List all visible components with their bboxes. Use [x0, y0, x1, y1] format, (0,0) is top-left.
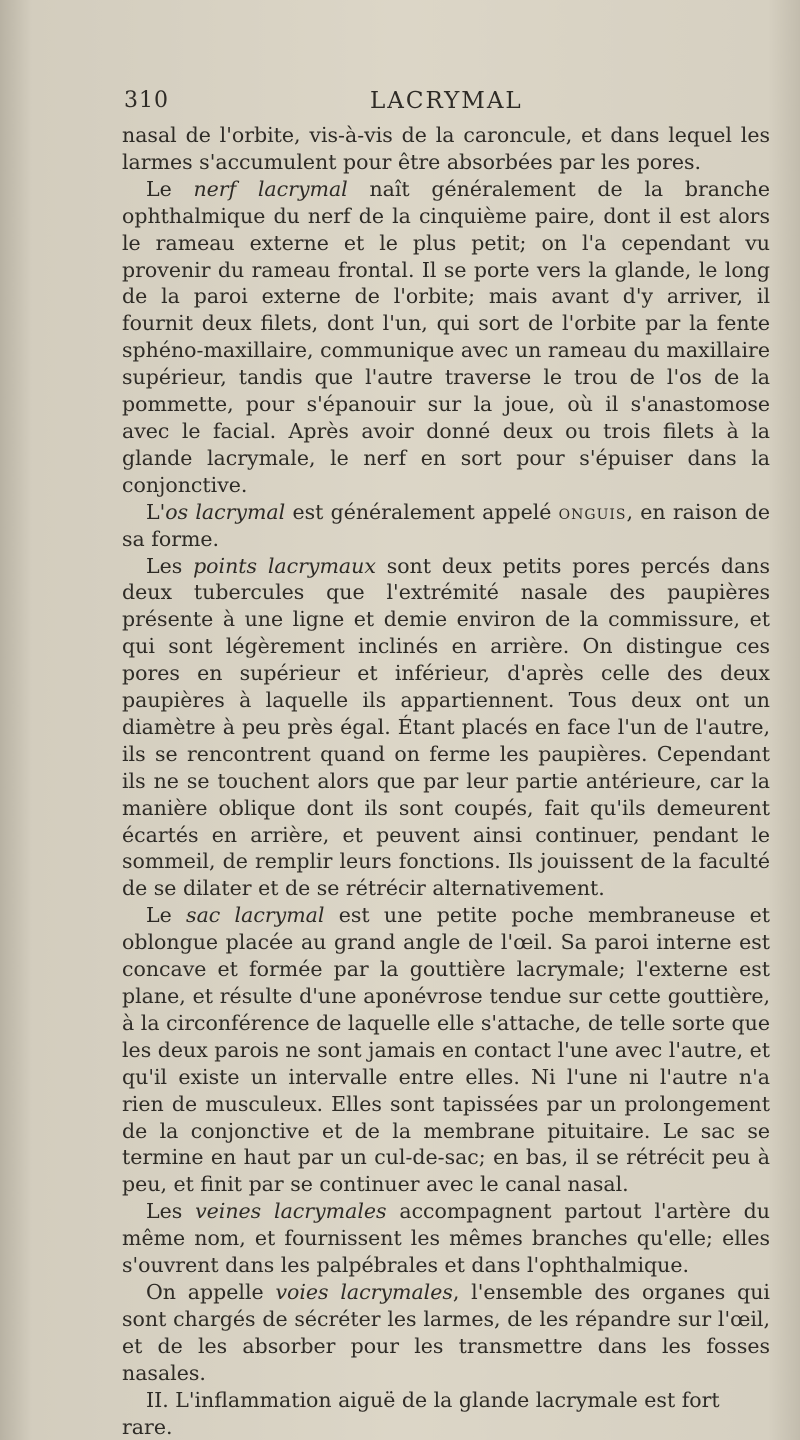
page-header: [120, 88, 760, 120]
paragraph-p1: [122, 122, 770, 176]
text-run: L': [146, 499, 166, 524]
text-run: Le: [146, 176, 194, 201]
text-run: , l'ensemble des organes qui sont chargés de sécréter les larmes, de les répandre sur l'œil, et de les absorber pour les transmettre dans les fosses nasales.: [122, 1279, 770, 1385]
paragraph-p8: [122, 1387, 770, 1440]
text-run: II. L'inflammation aiguë de la glande lacrymale est fort rare.: [122, 1387, 720, 1439]
paragraph-p6: [122, 1198, 770, 1279]
text-run: nasal de l'orbite, vis-à-vis de la caroncule, et dans lequel les larmes s'accumulent pour être absorbées par les pores.: [122, 123, 770, 174]
italic-term: nerf lacrymal: [193, 176, 348, 201]
paragraph-p7: [122, 1279, 770, 1387]
text-run: est une petite poche membraneuse et oblongue placée au grand angle de l'œil. Sa paroi interne est concave et formée par la gouttière lacrymale; l'externe est plane, et résulte d'une aponévrose tendue sur cette gouttière, à la circonférence de laquelle elle s'attache, de telle sorte que les deux parois ne sont jamais en contact l'une avec l'autre, et qu'il existe un intervalle entre elles. Ni l'une ni l'autre n'a rien de musculeux. Elles sont tapissées par un prolongement de la conjonctive et de la membrane pituitaire. Le sac se termine en haut par un cul-de-sac; en bas, il se rétrécit peu à peu, et finit par se continuer avec le canal nasal.: [122, 903, 770, 1197]
text-run: est généralement appelé: [285, 499, 559, 524]
italic-term: points lacrymaux: [193, 553, 376, 578]
text-run: Le: [146, 903, 187, 928]
paragraph-p5: [122, 902, 770, 1198]
smallcaps-term: onguis: [558, 499, 627, 524]
italic-term: veines lacrymales: [195, 1199, 387, 1224]
text-run: Les: [146, 553, 194, 578]
text-run: sont deux petits pores percés dans deux tubercules que l'extrémité nasale des paupières présente à une ligne et demie environ de la commissure, et qui sont légèrement inclinés en arrière. On distingue ces pores en supérieur et inférieur, d'après celle des deux paupières à laquelle ils appartiennent. Tous deux ont un diamètre à peu près égal. Étant placés en face l'un de l'autre, ils se rencontrent quand on ferme les paupières. Cependant ils ne se touchent alors que par leur partie antérieure, car la manière oblique dont ils sont coupés, fait qu'ils demeurent écartés en arrière, et peuvent ainsi continuer, pendant le sommeil, de remplir leurs fonctions. Ils jouissent de la faculté de se dilater et de se rétrécir alternativement.: [122, 553, 770, 901]
italic-term: sac lacrymal: [186, 903, 325, 928]
paragraph-p2: [122, 176, 770, 499]
italic-term: voies lacrymales: [275, 1279, 453, 1304]
text-run: On appelle: [146, 1279, 276, 1304]
running-title: LACRYMAL: [370, 88, 523, 114]
text-run: , en raison de sa forme.: [122, 499, 770, 551]
paragraph-p4: [122, 553, 770, 903]
italic-term: os lacrymal: [165, 499, 286, 524]
paragraph-p3: [122, 499, 770, 553]
text-run: naît généralement de la branche ophthalmique du nerf de la cinquième paire, dont il est alors le rameau externe et le plus petit; on l'a cependant vu provenir du rameau frontal. Il se porte vers la glande, le long de la paroi externe de l'orbite; mais avant d'y arriver, il fournit deux filets, dont l'un, qui sort de l'orbite par la fente sphéno-maxillaire, communique avec un rameau du maxillaire supérieur, tandis que l'autre traverse le trou de l'os de la pommette, pour s'épanouir sur la joue, où il s'anastomose avec le facial. Après avoir donné deux ou trois filets à la glande lacrymale, le nerf en sort pour s'épuiser dans la conjonctive.: [122, 176, 770, 497]
page-number: 310: [124, 88, 169, 113]
text-run: Les: [146, 1199, 196, 1224]
body-text: [122, 122, 770, 1440]
text-run: accompagnent partout l'artère du même nom, et fournissent les mêmes branches qu'elle; elles s'ouvrent dans les palpébrales et dans l'ophthalmique.: [122, 1199, 770, 1278]
